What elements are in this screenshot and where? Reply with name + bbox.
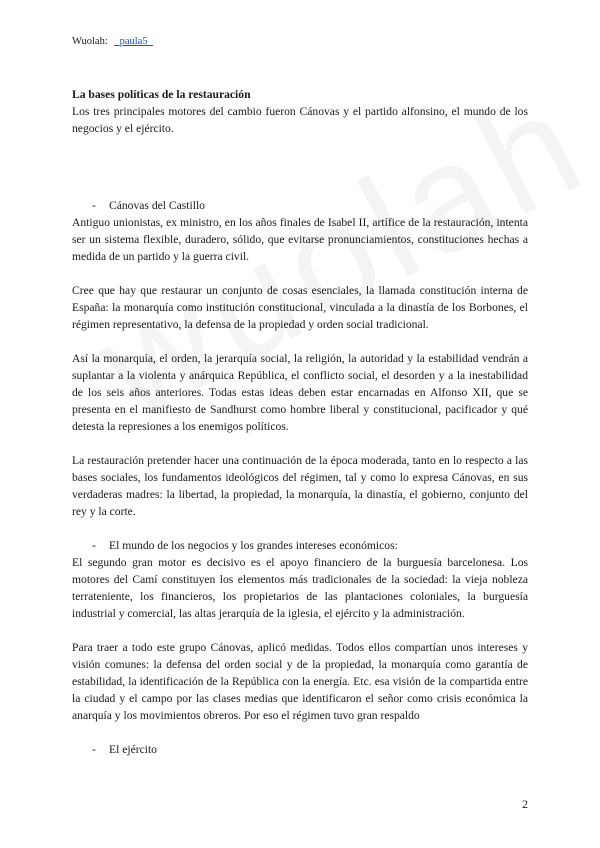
section-heading-text: El mundo de los negocios y los grandes intereses económicos: bbox=[109, 539, 398, 552]
intro-paragraph: Los tres principales motores del cambio fueron Cánovas y el partido alfonsino, el mundo de los negocios y el ejército. bbox=[72, 105, 528, 135]
page-header bbox=[72, 36, 153, 47]
header-site-label: Wuolah: bbox=[72, 36, 108, 47]
section-heading-text: El ejército bbox=[109, 743, 157, 756]
bullet-dash: - bbox=[92, 539, 96, 552]
paragraph: Así la monarquía, el orden, la jerarquía social, la religión, la autoridad y la estabilidad vendrán a suplantar a la violenta y anárquica República, el conflicto social, el desorden y a la inestabilidad de los seis años anteriores. Todas estas ideas deben estar encarnadas en Alfonso XII, que se presenta en el manifiesto de Sandhurst como hombre liberal y constitucional, pacificador y qué detesta la represiones a los enemigos políticos. bbox=[72, 352, 528, 433]
page-number: 2 bbox=[522, 797, 528, 811]
bullet-dash: - bbox=[92, 199, 96, 212]
paragraph: El segundo gran motor es decisivo es el apoyo financiero de la burguesía barcelonesa. Los motores del Camí constituyen los elementos más tradicionales de la sociedad: la vieja nobleza terrateniente, los financieros, los propietarios de las plantaciones coloniales, la burguesía industrial y comercial, las altas jerarquía de la iglesia, el ejército y la administración. bbox=[72, 556, 528, 620]
header-user-link[interactable]: _paula5_ bbox=[114, 36, 153, 47]
document-title: La bases políticas de la restauración bbox=[72, 88, 251, 101]
paragraph: Para traer a todo este grupo Cánovas, aplicó medidas. Todos ellos compartían unos intereses y visión comunes: la defensa del orden social y de la propiedad, la monarquía como garantía de estabilidad, la identificación de la República con la energía. Etc. esa visión de la compartida entre la ciudad y el campo por las clases medias que identificaron el señor como crisis económica la anarquía y los movimientos obreros. Por eso el régimen tuvo gran respaldo bbox=[72, 641, 528, 722]
section-heading-canovas bbox=[72, 197, 528, 214]
section-heading-negocios bbox=[72, 537, 528, 554]
paragraph: Antiguo unionistas, ex ministro, en los años finales de Isabel II, artífice de la restauración, intenta ser un sistema flexible, duradero, sólido, que evitarse pronunciamientos, constituciones hechas a medida de un partido y la guerra civil. bbox=[72, 216, 528, 263]
blank-space bbox=[72, 137, 528, 197]
paragraph: Cree que hay que restaurar un conjunto de cosas esenciales, la llamada constitución interna de España: la monarquía como institución constitucional, vinculada a la dinastía de los Borbones, el régimen representativo, la defensa de la propiedad y orden social tradicional. bbox=[72, 284, 528, 331]
section-heading-text: Cánovas del Castillo bbox=[109, 199, 205, 212]
paragraph: La restauración pretender hacer una continuación de la época moderada, tanto en lo respecto a las bases sociales, los fundamentos ideológicos del régimen, tal y como lo expresa Cánovas, en sus verdaderas madres: la libertad, la propiedad, la monarquía, la dinastía, el gobierno, conjunto del rey y la corte. bbox=[72, 454, 528, 518]
bullet-dash: - bbox=[92, 743, 96, 756]
document-body bbox=[72, 86, 528, 758]
section-heading-ejercito bbox=[72, 741, 528, 758]
